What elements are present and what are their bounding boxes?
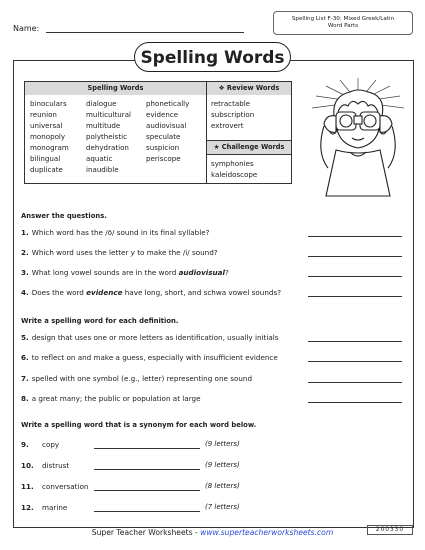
spelling-col-3 [146, 98, 206, 175]
question-12 [21, 503, 67, 512]
word-item: evidence [146, 110, 179, 119]
review-word: retractable [211, 99, 251, 108]
question-text: a great many; the public or population at large [31, 394, 201, 403]
synonym-answer-line-9[interactable] [94, 448, 200, 449]
question-text-end: ? [224, 268, 229, 277]
question-text: design that uses one or more letters as identification, usually initials [31, 333, 279, 342]
word-item: dehydration [86, 143, 129, 152]
word-item: speculate [146, 132, 181, 141]
answer-line-7[interactable] [308, 382, 402, 383]
synonym-word: copy [42, 440, 60, 449]
word-item: polytheistic [86, 132, 127, 141]
name-field-line[interactable] [46, 32, 244, 33]
review-word: extrovert [211, 121, 244, 130]
synonym-word: distrust [42, 461, 70, 470]
footer-link[interactable]: www.superteacherworksheets.com [200, 528, 334, 537]
worksheet-code: 200330 [367, 525, 413, 535]
question-emphasis: audiovisual [178, 268, 225, 277]
review-word: subscription [211, 110, 255, 119]
question-number: 12. [21, 503, 34, 512]
word-item: bilingual [30, 154, 61, 163]
answer-line-1[interactable] [308, 236, 402, 237]
question-emphasis: evidence [86, 288, 123, 297]
word-item: binoculars [30, 99, 67, 108]
question-number: 3. [21, 268, 29, 277]
word-item: dialogue [86, 99, 117, 108]
answer-line-8[interactable] [308, 402, 402, 403]
answer-line-3[interactable] [308, 276, 402, 277]
question-number: 9. [21, 440, 29, 449]
question-3 [21, 268, 229, 277]
question-text: Which word uses the letter [31, 248, 131, 257]
question-11 [21, 482, 88, 491]
word-item: multicultural [86, 110, 132, 119]
question-8 [21, 394, 201, 403]
name-label: Name: [13, 24, 40, 33]
spelling-col-1 [30, 98, 86, 175]
question-text: What long vowel sounds are in the word [31, 268, 179, 277]
review-challenge-cell [207, 82, 292, 184]
spelling-words-cell [25, 82, 207, 184]
question-text-end: to make the /i/ sound? [134, 248, 218, 257]
spelling-words-header: Spelling Words [25, 82, 206, 95]
synonym-answer-line-12[interactable] [94, 511, 200, 512]
question-number: 5. [21, 333, 29, 342]
question-text: to reflect on and make a guess, especially with insufficient evidence [31, 353, 278, 362]
letter-count-hint: (8 letters) [205, 482, 240, 490]
word-table [24, 81, 292, 184]
spelling-col-2 [86, 98, 146, 175]
letter-count-hint: (9 letters) [205, 440, 240, 448]
word-item: aquatic [86, 154, 113, 163]
challenge-words-header: ★ Challenge Words [207, 140, 291, 155]
child-with-binoculars-illustration [306, 72, 410, 198]
question-number: 6. [21, 353, 29, 362]
question-6 [21, 353, 278, 362]
question-2 [21, 248, 218, 257]
challenge-word: symphonies [211, 159, 254, 168]
word-item: duplicate [30, 165, 63, 174]
word-item: inaudible [86, 165, 119, 174]
answer-line-5[interactable] [308, 341, 402, 342]
question-5 [21, 333, 278, 342]
letter-count-hint: (9 letters) [205, 461, 240, 469]
word-item: universal [30, 121, 63, 130]
question-1 [21, 228, 209, 237]
word-item: monogram [30, 143, 69, 152]
question-text: Which word has the /ō/ sound in its final syllable? [31, 228, 210, 237]
answer-line-6[interactable] [308, 361, 402, 362]
answer-line-2[interactable] [308, 256, 402, 257]
word-item: monopoly [30, 132, 66, 141]
question-9 [21, 440, 59, 449]
question-number: 10. [21, 461, 34, 470]
synonym-word: conversation [42, 482, 89, 491]
question-text: Does the word [31, 288, 87, 297]
word-item: audiovisual [146, 121, 187, 130]
question-number: 4. [21, 288, 29, 297]
section2-heading: Write a spelling word for each definition. [21, 317, 179, 325]
list-id-line2: Word Parts [327, 23, 359, 29]
question-10 [21, 461, 69, 470]
synonym-answer-line-11[interactable] [94, 490, 200, 491]
question-7 [21, 374, 252, 383]
question-emphasis: y [130, 248, 135, 257]
section1-heading: Answer the questions. [21, 212, 107, 220]
review-words-header: ❖ Review Words [207, 82, 291, 95]
word-item: multitude [86, 121, 121, 130]
section3-heading: Write a spelling word that is a synonym for each word below. [21, 421, 257, 429]
list-id-box [273, 11, 413, 35]
question-number: 8. [21, 394, 29, 403]
challenge-word: kaleidoscope [211, 170, 258, 179]
question-number: 11. [21, 482, 34, 491]
question-number: 7. [21, 374, 29, 383]
word-item: phonetically [146, 99, 190, 108]
word-item: periscope [146, 154, 181, 163]
footer [0, 528, 425, 537]
synonym-word: marine [42, 503, 68, 512]
letter-count-hint: (7 letters) [205, 503, 240, 511]
question-text-end: have long, short, and schwa vowel sounds? [122, 288, 282, 297]
answer-line-4[interactable] [308, 296, 402, 297]
synonym-answer-line-10[interactable] [94, 469, 200, 470]
question-number: 2. [21, 248, 29, 257]
footer-credit: Super Teacher Worksheets - [91, 528, 201, 537]
word-item: reunion [30, 110, 57, 119]
question-text: spelled with one symbol (e.g., letter) representing one sound [31, 374, 253, 383]
page-title: Spelling Words [134, 42, 291, 72]
question-4 [21, 288, 281, 297]
word-item: suspicion [146, 143, 180, 152]
list-id-line1: Spelling List F-30: Mixed Greek/Latin [291, 16, 395, 22]
question-number: 1. [21, 228, 29, 237]
